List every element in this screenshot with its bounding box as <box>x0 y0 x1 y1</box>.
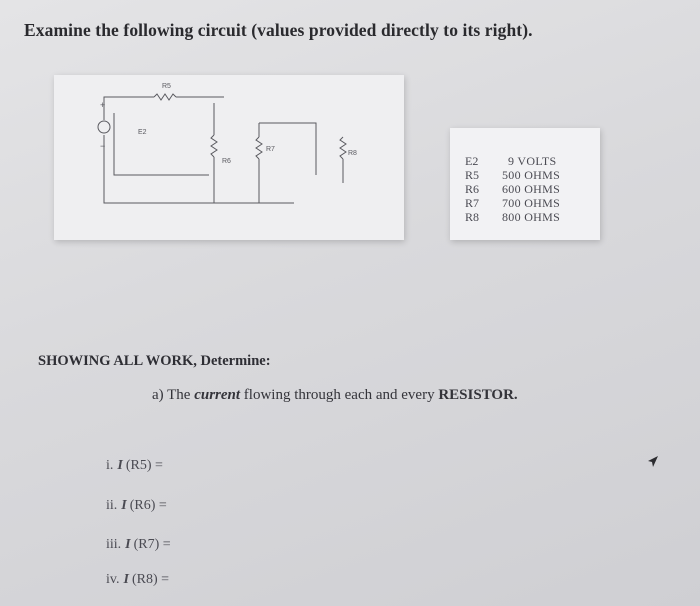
answer-target: (R7) = <box>133 537 171 552</box>
wire-left-branch <box>114 113 209 175</box>
value-amount: 9 VOLTS <box>508 154 557 168</box>
value-name: R8 <box>465 210 480 224</box>
r6-resistor <box>211 135 217 157</box>
answer-line <box>106 537 171 553</box>
value-amount: 500 OHMS <box>502 168 561 182</box>
value-row <box>450 182 600 195</box>
answer-line <box>106 458 163 474</box>
answer-line <box>106 498 167 514</box>
wire-top-left <box>104 97 154 105</box>
label-r6: R6 <box>222 158 231 165</box>
answer-numeral: i. <box>106 458 114 473</box>
current-symbol: I <box>121 498 127 513</box>
circuit-diagram <box>54 75 404 240</box>
answer-target: (R6) = <box>129 498 167 513</box>
question-middle: flowing through each and every <box>240 387 439 403</box>
question-strong: RESISTOR. <box>438 387 518 403</box>
cursor-arrow-icon <box>646 455 660 469</box>
value-amount: 700 OHMS <box>502 196 561 210</box>
value-row <box>450 168 600 181</box>
value-amount: 600 OHMS <box>502 182 561 196</box>
value-row <box>450 154 600 167</box>
label-r8: R8 <box>348 150 357 157</box>
r8-resistor <box>340 137 346 159</box>
question-a <box>152 387 518 404</box>
value-name: R6 <box>465 182 480 196</box>
current-symbol: I <box>125 537 131 552</box>
answer-target: (R5) = <box>125 458 163 473</box>
current-symbol: I <box>117 458 123 473</box>
value-row <box>450 196 600 209</box>
page-title: Examine the following circuit (values provided directly to its right). <box>24 20 533 40</box>
r5-resistor <box>154 94 176 100</box>
question-prefix: a) The <box>152 387 195 403</box>
component-values-table <box>450 128 600 240</box>
answer-line <box>106 572 169 588</box>
value-row <box>450 210 600 223</box>
answer-numeral: iii. <box>106 537 122 552</box>
circuit-schematic <box>54 75 404 240</box>
instruction-heading: SHOWING ALL WORK, Determine: <box>38 353 271 369</box>
battery-symbol <box>98 121 110 133</box>
value-name: R5 <box>465 168 480 182</box>
answer-numeral: ii. <box>106 498 118 513</box>
value-amount: 800 OHMS <box>502 210 561 224</box>
question-emphasis: current <box>194 387 241 403</box>
answer-target: (R8) = <box>131 572 169 587</box>
plus-sign: + <box>100 100 106 110</box>
answer-numeral: iv. <box>106 572 120 587</box>
label-r5: R5 <box>162 83 171 90</box>
value-name: E2 <box>465 154 479 168</box>
current-symbol: I <box>123 572 129 587</box>
minus-sign: − <box>100 141 106 151</box>
label-r7: R7 <box>266 146 275 153</box>
value-name: R7 <box>465 196 480 210</box>
label-e2: E2 <box>138 129 147 136</box>
r7-resistor <box>256 137 262 159</box>
